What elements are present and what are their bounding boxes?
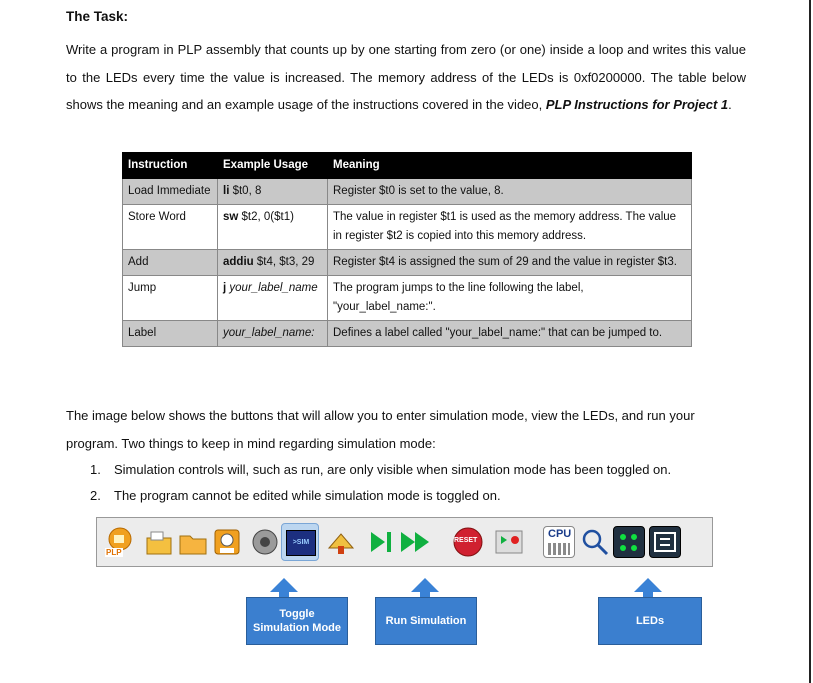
simulation-notes-list [90,457,770,509]
usage-cell: your_label_name: [218,321,328,347]
table-header-row [123,153,692,179]
instruction-cell: Jump [123,276,218,321]
open-folder-icon[interactable] [177,526,209,558]
toggle-simulation-callout: Toggle Simulation Mode [246,597,348,645]
task-paragraph-text: Write a program in PLP assembly that counts up by one starting from zero (or one) inside a loop and writes this value to the LEDs every time the value is increased. The memory address of the LEDs is 0xf0200000. The table below shows the meaning and an example usage of the instructions covered in the video, [66,42,746,112]
program-board-icon[interactable] [325,526,357,558]
reset-button[interactable]: RESET [451,526,483,558]
task-heading: The Task: [66,9,129,24]
instruction-cell: Label [123,321,218,347]
meaning-cell: Register $t0 is set to the value, 8. [328,179,692,205]
meaning-cell: The value in register $t1 is used as the memory address. The value in register $t2 is copied into this memory address. [328,205,692,250]
table-row [123,179,692,205]
instruction-cell: Store Word [123,205,218,250]
usage-cell: addiu $t4, $t3, 29 [218,250,328,276]
plp-toolbar [96,517,713,567]
leds-arrow-icon [634,578,662,592]
run-arrow-icon [411,578,439,592]
run-simulation-button[interactable] [399,526,431,558]
instruction-cell: Add [123,250,218,276]
page-right-border [809,0,811,683]
switches-icon[interactable] [649,526,681,558]
instruction-cell: Load Immediate [123,179,218,205]
run-simulation-callout: Run Simulation [375,597,477,645]
usage-cell: sw $t2, 0($t1) [218,205,328,250]
save-icon[interactable] [211,526,243,558]
sim-label: >SIM [286,530,316,556]
header-meaning: Meaning [328,153,692,179]
leds-callout: LEDs [598,597,702,645]
task-paragraph [66,36,746,119]
assemble-icon[interactable] [249,526,281,558]
usage-cell: j your_label_name [218,276,328,321]
table-row [123,321,692,347]
io-devices-icon[interactable] [493,526,525,558]
table-row [123,205,692,250]
plp-logo-icon[interactable]: PLP [105,526,137,558]
meaning-cell: The program jumps to the line following the label, "your_label_name:". [328,276,692,321]
toggle-simulation-button[interactable] [281,523,319,561]
cpu-icon[interactable]: CPU [543,526,575,558]
list-item: 2. The program cannot be edited while simulation mode is toggled on. [90,488,501,503]
instruction-table [122,152,692,347]
video-title: PLP Instructions for Project 1 [545,97,729,112]
usage-cell: li $t0, 8 [218,179,328,205]
header-example-usage: Example Usage [218,153,328,179]
meaning-cell: Register $t4 is assigned the sum of 29 and the value in register $t3. [328,250,692,276]
leds-button[interactable] [613,526,645,558]
toggle-arrow-icon [270,578,298,592]
simulation-paragraph: The image below shows the buttons that will allow you to enter simulation mode, view the LEDs, and run your program. Two things to keep in mind regarding simulation mode: [66,408,695,451]
list-item: 1. Simulation controls will, such as run, are only visible when simulation mode has been toggled on. [90,462,672,477]
new-file-icon[interactable] [143,526,175,558]
step-icon[interactable] [365,526,397,558]
table-row [123,250,692,276]
search-icon[interactable] [579,526,611,558]
header-instruction: Instruction [123,153,218,179]
meaning-cell: Defines a label called "your_label_name:" that can be jumped to. [328,321,692,347]
table-row [123,276,692,321]
task-paragraph-end: . [728,97,732,112]
